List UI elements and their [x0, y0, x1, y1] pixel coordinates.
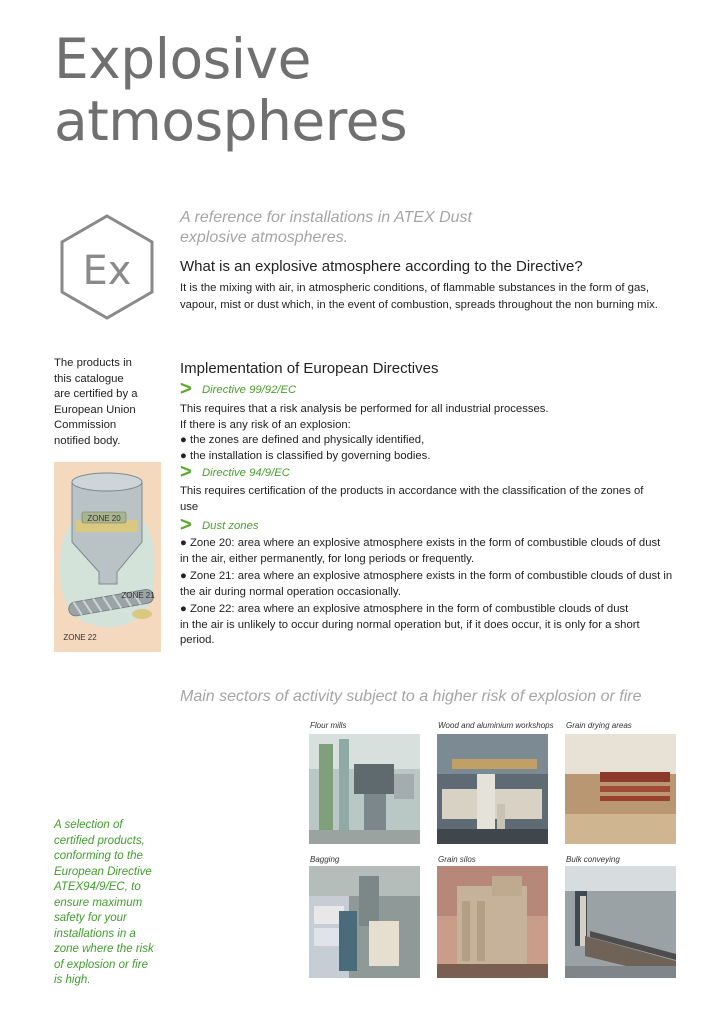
- dust-zones-text: [180, 536, 700, 649]
- question-heading: What is an explosive atmosphere according to the Directive?: [180, 258, 583, 275]
- note-line: notified body.: [54, 434, 121, 447]
- bagging-photo: [309, 866, 420, 978]
- note-line: European Directive: [54, 865, 152, 878]
- caption-grain-drying: Grain drying areas: [566, 721, 632, 730]
- certified-products-note: [54, 818, 162, 989]
- subtitle-line-2: explosive atmospheres.: [180, 229, 349, 246]
- implementation-heading: Implementation of European Directives: [180, 360, 439, 377]
- paragraph-line: ● Zone 20: area where an explosive atmosphere exists in the form of combustible clouds of dust: [180, 537, 661, 549]
- certification-note: [54, 356, 159, 449]
- caption-bulk-conveying: Bulk conveying: [566, 855, 620, 864]
- note-line: installations in a: [54, 927, 136, 940]
- paragraph-line: ● the installation is classified by governing bodies.: [180, 449, 431, 462]
- dust-zones-heading: [180, 514, 259, 536]
- paragraph-line: the air during normal operation occasionally.: [180, 585, 401, 598]
- zone-20-label: ZONE 20: [87, 514, 121, 523]
- grain-silos-photo: [437, 866, 548, 978]
- note-line: ensure maximum: [54, 896, 143, 909]
- caption-wood-aluminium: Wood and aluminium workshops: [438, 721, 554, 730]
- title-line-2: atmospheres: [54, 89, 408, 153]
- note-line: of explosion or fire: [54, 958, 148, 971]
- note-line: conforming to the: [54, 850, 143, 862]
- paragraph-line: ● the zones are defined and physically identified,: [180, 434, 425, 446]
- subtitle: [180, 208, 520, 248]
- logo-text: Ex: [82, 248, 132, 294]
- ex-atex-logo-icon: [52, 210, 162, 320]
- paragraph-line: This requires certification of the products in accordance with the classification of the zones of: [180, 485, 644, 497]
- note-line: ATEX94/9/EC, to: [54, 881, 141, 893]
- chevron-right-icon: >: [180, 378, 192, 400]
- paragraph-line: ● Zone 22: area where an explosive atmosphere in the form of combustible clouds of dust: [180, 603, 629, 615]
- chevron-right-icon: >: [180, 461, 192, 483]
- note-line: zone where the risk: [54, 943, 154, 955]
- answer-line-2: vapour, mist or dust which, in the event of combustion, spreads throughout the non burning mix.: [180, 299, 658, 311]
- paragraph-line: in the air, either permanently, for long periods or frequently.: [180, 552, 475, 565]
- directive-label: Directive 99/92/EC: [202, 384, 297, 396]
- caption-flour-mills: Flour mills: [310, 721, 347, 730]
- note-line: are certified by a: [54, 388, 138, 400]
- note-line: A selection of: [54, 819, 123, 831]
- grain-drying-photo: [565, 734, 676, 844]
- directive-94-9-heading: [180, 461, 290, 483]
- flour-mills-photo: [309, 734, 420, 844]
- note-line: certified products,: [54, 834, 145, 847]
- zone-22-label: ZONE 22: [63, 633, 97, 642]
- title-line-1: Explosive: [54, 27, 311, 91]
- note-line: The products in: [54, 357, 132, 369]
- zone-illustration: [54, 462, 161, 652]
- wood-aluminium-photo: [437, 734, 548, 844]
- bulk-conveying-photo: [565, 866, 676, 978]
- paragraph-line: period.: [180, 634, 215, 646]
- question-answer: [180, 280, 700, 314]
- directive-99-92-heading: [180, 378, 297, 400]
- directive-99-92-text: [180, 402, 700, 464]
- directive-label: Directive 94/9/EC: [202, 467, 290, 479]
- answer-line-1: It is the mixing with air, in atmospheric conditions, of flammable substances in the form of gas,: [180, 282, 650, 294]
- paragraph-line: use: [180, 500, 199, 513]
- chevron-right-icon: >: [180, 514, 192, 536]
- caption-bagging: Bagging: [310, 855, 340, 864]
- note-line: is high.: [54, 974, 91, 986]
- page-title: [54, 28, 407, 152]
- paragraph-line: in the air is unlikely to occur during normal operation but, if it does occur, it is only for a short: [180, 618, 640, 631]
- note-line: this catalogue: [54, 372, 124, 385]
- subtitle-line-1: A reference for installations in ATEX Dust: [180, 209, 472, 226]
- caption-grain-silos: Grain silos: [438, 855, 476, 864]
- note-line: European Union: [54, 403, 136, 416]
- paragraph-line: This requires that a risk analysis be performed for all industrial processes.: [180, 403, 549, 415]
- paragraph-line: If there is any risk of an explosion:: [180, 418, 351, 431]
- sectors-heading: Main sectors of activity subject to a higher risk of explosion or fire: [180, 688, 642, 705]
- directive-94-9-text: [180, 484, 700, 515]
- note-line: safety for your: [54, 912, 127, 924]
- note-line: Commission: [54, 419, 117, 431]
- directive-label: Dust zones: [202, 520, 259, 532]
- zone-21-label: ZONE 21: [121, 591, 155, 600]
- paragraph-line: ● Zone 21: area where an explosive atmosphere exists in the form of combustible clouds of dust in: [180, 570, 673, 582]
